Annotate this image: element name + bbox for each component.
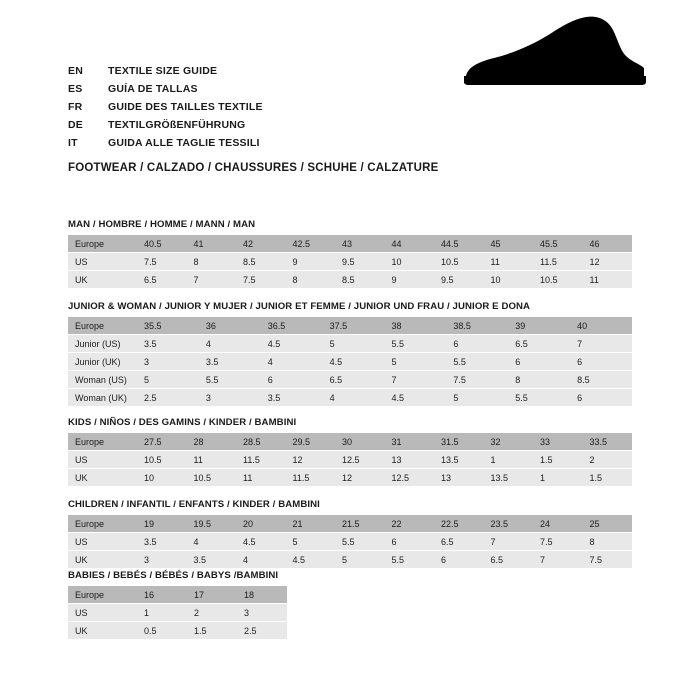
table-cell: 1 xyxy=(137,604,187,622)
footwear-section-title: FOOTWEAR / CALZADO / CHAUSSURES / SCHUHE / CALZATURE xyxy=(68,162,439,174)
table-cell: 6.5 xyxy=(137,271,187,289)
table-cell: 4 xyxy=(323,389,385,407)
table-cell: 17 xyxy=(187,586,237,604)
table-cell: 2.5 xyxy=(137,389,199,407)
table-cell: 5 xyxy=(335,551,385,569)
row-label: UK xyxy=(68,469,137,487)
table-cell: 11.5 xyxy=(236,451,286,469)
table-cell: 45 xyxy=(484,235,534,253)
size-table-kids xyxy=(68,433,632,487)
table-cell: 29.5 xyxy=(286,433,336,451)
table-cell: 12 xyxy=(583,253,633,271)
language-code: DE xyxy=(68,119,83,131)
table-cell: 10 xyxy=(385,253,435,271)
table-cell: 22 xyxy=(385,515,435,533)
table-row xyxy=(68,389,632,407)
table-cell: 7.5 xyxy=(583,551,633,569)
table-row xyxy=(68,235,632,253)
table-cell: 5.5 xyxy=(335,533,385,551)
row-label: UK xyxy=(68,551,137,569)
row-label: US xyxy=(68,533,137,551)
table-cell: 9 xyxy=(286,253,336,271)
language-code: FR xyxy=(68,101,83,113)
table-cell: 28.5 xyxy=(236,433,286,451)
table-cell: 4.5 xyxy=(261,335,323,353)
table-cell: 4 xyxy=(199,335,261,353)
table-row xyxy=(68,451,632,469)
table-cell: 8 xyxy=(187,253,237,271)
row-label: Junior (UK) xyxy=(68,353,137,371)
table-cell: 3.5 xyxy=(261,389,323,407)
table-cell: 10.5 xyxy=(137,451,187,469)
row-label: US xyxy=(68,604,137,622)
table-cell: 9 xyxy=(385,271,435,289)
table-cell: 10.5 xyxy=(434,253,484,271)
table-cell: 8.5 xyxy=(236,253,286,271)
table-row xyxy=(68,253,632,271)
table-cell: 6 xyxy=(434,551,484,569)
table-cell: 13.5 xyxy=(484,469,534,487)
table-cell: 6 xyxy=(570,389,632,407)
section-man xyxy=(68,219,632,289)
table-row xyxy=(68,353,632,371)
table-cell: 3 xyxy=(199,389,261,407)
table-cell: 10.5 xyxy=(187,469,237,487)
table-cell: 7 xyxy=(533,551,583,569)
table-cell: 28 xyxy=(187,433,237,451)
table-cell: 19 xyxy=(137,515,187,533)
table-cell: 38.5 xyxy=(446,317,508,335)
language-row xyxy=(68,98,638,116)
size-table-junior-woman xyxy=(68,317,632,407)
table-cell: 38 xyxy=(385,317,447,335)
table-cell: 23.5 xyxy=(484,515,534,533)
table-cell: 39 xyxy=(508,317,570,335)
row-label: Woman (UK) xyxy=(68,389,137,407)
table-cell: 4.5 xyxy=(286,551,336,569)
section-title: MAN / HOMBRE / HOMME / MANN / MAN xyxy=(68,219,256,230)
table-cell: 12 xyxy=(286,451,336,469)
table-cell: 27.5 xyxy=(137,433,187,451)
table-cell: 4.5 xyxy=(385,389,447,407)
language-code: EN xyxy=(68,65,83,77)
table-cell: 19.5 xyxy=(187,515,237,533)
table-cell: 6 xyxy=(385,533,435,551)
row-label: US xyxy=(68,451,137,469)
table-cell: 21 xyxy=(286,515,336,533)
table-cell: 1.5 xyxy=(583,469,633,487)
table-cell: 30 xyxy=(335,433,385,451)
table-cell: 6.5 xyxy=(434,533,484,551)
table-cell: 42.5 xyxy=(286,235,336,253)
table-cell: 4.5 xyxy=(323,353,385,371)
table-cell: 33 xyxy=(533,433,583,451)
table-cell: 5 xyxy=(446,389,508,407)
section-junior-woman xyxy=(68,301,632,407)
table-cell: 10 xyxy=(137,469,187,487)
table-cell: 5 xyxy=(385,353,447,371)
table-cell: 7.5 xyxy=(446,371,508,389)
table-cell: 1 xyxy=(533,469,583,487)
table-cell: 43 xyxy=(335,235,385,253)
section-children xyxy=(68,499,632,569)
language-text: TEXTILGRÖßENFÜHRUNG xyxy=(108,119,246,131)
table-cell: 6 xyxy=(261,371,323,389)
table-cell: 7.5 xyxy=(137,253,187,271)
language-code: IT xyxy=(68,137,78,149)
table-cell: 7 xyxy=(385,371,447,389)
size-table-children xyxy=(68,515,632,569)
table-cell: 8 xyxy=(286,271,336,289)
table-cell: 10 xyxy=(484,271,534,289)
table-cell: 35.5 xyxy=(137,317,199,335)
row-label: Europe xyxy=(68,433,137,451)
table-row xyxy=(68,469,632,487)
table-cell: 13 xyxy=(385,451,435,469)
table-cell: 31 xyxy=(385,433,435,451)
table-cell: 3 xyxy=(137,551,187,569)
table-row xyxy=(68,433,632,451)
table-cell: 11 xyxy=(236,469,286,487)
table-cell: 5 xyxy=(286,533,336,551)
table-cell: 18 xyxy=(237,586,287,604)
row-label: UK xyxy=(68,271,137,289)
table-cell: 9.5 xyxy=(335,253,385,271)
table-cell: 3 xyxy=(237,604,287,622)
table-cell: 13.5 xyxy=(434,451,484,469)
table-cell: 45.5 xyxy=(533,235,583,253)
table-row xyxy=(68,622,287,640)
table-cell: 3 xyxy=(137,353,199,371)
table-row xyxy=(68,271,632,289)
dress-shoe-icon xyxy=(458,12,648,92)
table-cell: 8 xyxy=(508,371,570,389)
table-cell: 16 xyxy=(137,586,187,604)
table-cell: 2 xyxy=(187,604,237,622)
table-cell: 12 xyxy=(335,469,385,487)
table-cell: 2.5 xyxy=(237,622,287,640)
table-cell: 36 xyxy=(199,317,261,335)
table-cell: 3.5 xyxy=(199,353,261,371)
table-cell: 31.5 xyxy=(434,433,484,451)
table-cell: 42 xyxy=(236,235,286,253)
table-cell: 37.5 xyxy=(323,317,385,335)
table-cell: 7 xyxy=(187,271,237,289)
size-table-babies xyxy=(68,586,287,640)
section-title: CHILDREN / INFANTIL / ENFANTS / KINDER / BAMBINI xyxy=(68,499,320,510)
language-text: TEXTILE SIZE GUIDE xyxy=(108,65,218,77)
row-label: Europe xyxy=(68,515,137,533)
table-cell: 25 xyxy=(583,515,633,533)
row-label: Europe xyxy=(68,235,137,253)
table-cell: 21.5 xyxy=(335,515,385,533)
table-cell: 12.5 xyxy=(335,451,385,469)
table-cell: 1 xyxy=(484,451,534,469)
table-cell: 11 xyxy=(187,451,237,469)
table-cell: 5.5 xyxy=(385,551,435,569)
table-cell: 13 xyxy=(434,469,484,487)
table-cell: 7.5 xyxy=(236,271,286,289)
table-row xyxy=(68,515,632,533)
table-cell: 46 xyxy=(583,235,633,253)
table-cell: 5.5 xyxy=(199,371,261,389)
table-cell: 1.5 xyxy=(187,622,237,640)
table-cell: 5 xyxy=(323,335,385,353)
table-cell: 44.5 xyxy=(434,235,484,253)
table-cell: 6 xyxy=(570,353,632,371)
table-cell: 6 xyxy=(446,335,508,353)
table-cell: 44 xyxy=(385,235,435,253)
table-row xyxy=(68,586,287,604)
table-cell: 0.5 xyxy=(137,622,187,640)
table-cell: 1.5 xyxy=(533,451,583,469)
table-cell: 11.5 xyxy=(286,469,336,487)
language-text: GUIDA ALLE TAGLIE TESSILI xyxy=(108,137,260,149)
table-row xyxy=(68,317,632,335)
table-cell: 32 xyxy=(484,433,534,451)
language-text: GUÍA DE TALLAS xyxy=(108,83,198,95)
table-cell: 10.5 xyxy=(533,271,583,289)
table-cell: 40 xyxy=(570,317,632,335)
section-babies xyxy=(68,570,632,640)
table-cell: 8.5 xyxy=(570,371,632,389)
language-code: ES xyxy=(68,83,83,95)
table-cell: 5.5 xyxy=(446,353,508,371)
row-label: Europe xyxy=(68,317,137,335)
table-cell: 6.5 xyxy=(484,551,534,569)
table-cell: 5.5 xyxy=(385,335,447,353)
table-cell: 3.5 xyxy=(187,551,237,569)
section-kids xyxy=(68,417,632,487)
table-cell: 8 xyxy=(583,533,633,551)
table-row xyxy=(68,604,287,622)
table-cell: 6 xyxy=(508,353,570,371)
table-cell: 4 xyxy=(236,551,286,569)
table-cell: 6.5 xyxy=(508,335,570,353)
table-row xyxy=(68,551,632,569)
table-cell: 9.5 xyxy=(434,271,484,289)
table-cell: 11.5 xyxy=(533,253,583,271)
language-row xyxy=(68,134,638,152)
table-cell: 41 xyxy=(187,235,237,253)
table-cell: 36.5 xyxy=(261,317,323,335)
language-text: GUIDE DES TAILLES TEXTILE xyxy=(108,101,263,113)
table-cell: 33.5 xyxy=(583,433,633,451)
row-label: Woman (US) xyxy=(68,371,137,389)
table-cell: 3.5 xyxy=(137,533,187,551)
table-cell: 4.5 xyxy=(236,533,286,551)
section-title: JUNIOR & WOMAN / JUNIOR Y MUJER / JUNIOR ET FEMME / JUNIOR UND FRAU / JUNIOR E DONA xyxy=(68,301,531,312)
row-label: Europe xyxy=(68,586,137,604)
table-cell: 40.5 xyxy=(137,235,187,253)
table-row xyxy=(68,533,632,551)
table-cell: 11 xyxy=(484,253,534,271)
table-row xyxy=(68,371,632,389)
table-cell: 4 xyxy=(187,533,237,551)
table-cell: 2 xyxy=(583,451,633,469)
row-label: US xyxy=(68,253,137,271)
table-cell: 11 xyxy=(583,271,633,289)
table-cell: 5 xyxy=(137,371,199,389)
row-label: Junior (US) xyxy=(68,335,137,353)
row-label: UK xyxy=(68,622,137,640)
table-cell: 7 xyxy=(484,533,534,551)
table-cell: 24 xyxy=(533,515,583,533)
size-table-man xyxy=(68,235,632,289)
table-cell: 7.5 xyxy=(533,533,583,551)
table-cell: 4 xyxy=(261,353,323,371)
table-row xyxy=(68,335,632,353)
table-cell: 5.5 xyxy=(508,389,570,407)
table-cell: 8.5 xyxy=(335,271,385,289)
table-cell: 6.5 xyxy=(323,371,385,389)
table-cell: 22.5 xyxy=(434,515,484,533)
table-cell: 20 xyxy=(236,515,286,533)
language-row xyxy=(68,116,638,134)
section-title: KIDS / NIÑOS / DES GAMINS / KINDER / BAMBINI xyxy=(68,417,297,428)
section-title: BABIES / BEBÉS / BÉBÉS / BABYS /BAMBINI xyxy=(68,570,279,581)
table-cell: 3.5 xyxy=(137,335,199,353)
table-cell: 12.5 xyxy=(385,469,435,487)
table-cell: 7 xyxy=(570,335,632,353)
